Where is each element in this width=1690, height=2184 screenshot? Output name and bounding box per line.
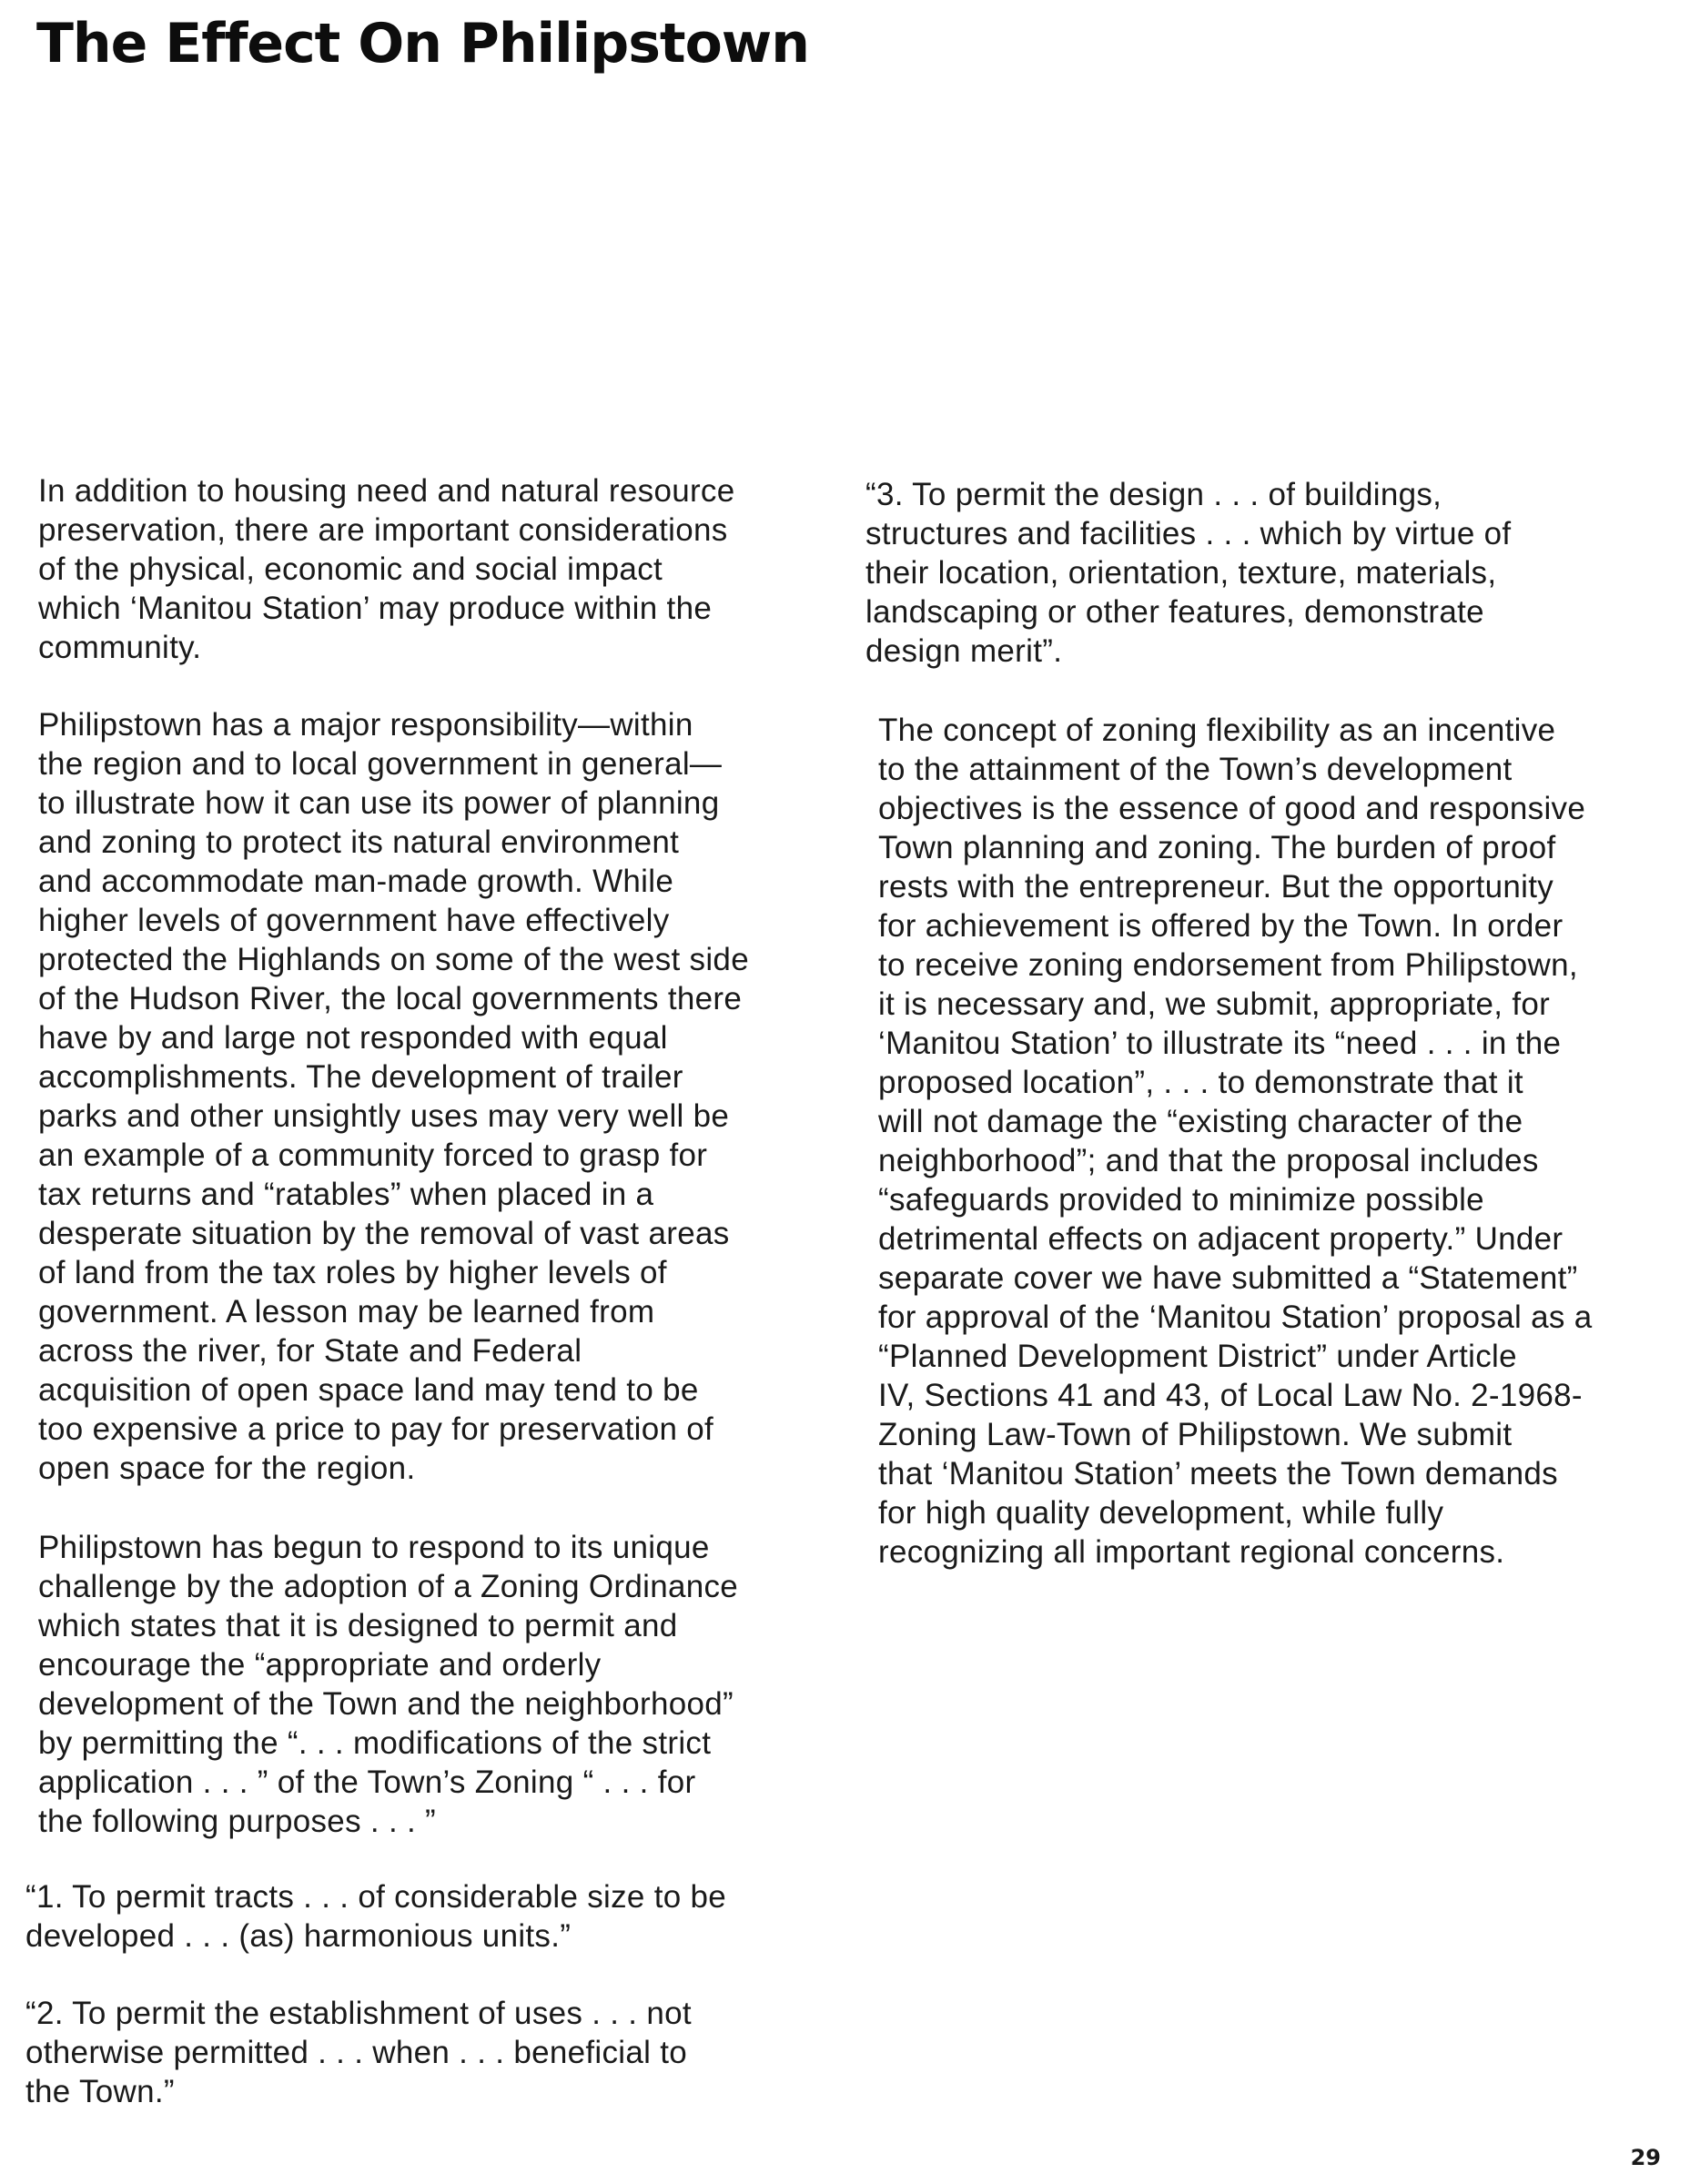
left-column	[25, 471, 830, 2111]
paragraph-zoning-ordinance: Philipstown has begun to respond to its unique challenge by the adoption of a Zoning Ordinance which states that it is designed to permit and encourage the “appropriate and orderly development of the Town and the neighborhood” by permitting the “. . . modifications of the strict application . . . ” of the Town’s Zoning “ . . . for the following purposes . . . ”	[38, 1530, 739, 1839]
paragraph-intro: In addition to housing need and natural resource preservation, there are important considerations of the physical, economic and social impact which ‘Manitou Station’ may produce within the community.	[38, 473, 735, 665]
quote-purpose-1: “1. To permit tracts . . . of considerable size to be developed . . . (as) harmonious units.”	[25, 1879, 727, 1954]
page-title: The Effect On Philipstown	[36, 12, 809, 76]
quote-purpose-3: “3. To permit the design . . . of buildings, structures and facilities . . . which by virtue of their location, orientation, texture, materials, landscaping or other features, demonstrate design merit”.	[865, 477, 1512, 669]
page-number: 29	[1630, 2145, 1661, 2170]
paragraph-responsibility: Philipstown has a major responsibility—within the region and to local government in general— to illustrate how it can use its power of planning and zoning to protect its natural environment and accommodate man-made growth. While higher levels of government have effectively protected the Highlands on some of the west side of the Hudson River, the local governments there have by and large not responded with equal accomplishments. The development of trailer parks and other unsightly uses may very well be an example of a community forced to grasp for tax returns and “ratables” when placed in a desperate situation by the removal of vast areas of land from the tax roles by higher levels of government. A lesson may be learned from across the river, for State and Federal acquisition of open space land may tend to be too expensive a price to pay for preservation of open space for the region.	[38, 707, 749, 1486]
right-column	[865, 475, 1679, 1572]
quote-purpose-2: “2. To permit the establishment of uses . . . not otherwise permitted . . . when . . . beneficial to the Town.”	[25, 1996, 692, 2109]
paragraph-zoning-flexibility: The concept of zoning flexibility as an incentive to the attainment of the Town’s development objectives is the essence of good and responsive Town planning and zoning. The burden of proof rests with the entrepreneur. But the opportunity for achievement is offered by the Town. In order to receive zoning endorsement from Philipstown, it is necessary and, we submit, appropriate, for ‘Manitou Station’ to illustrate its “need . . . in the proposed location”, . . . to demonstrate that it will not damage the “existing character of the neighborhood”; and that the proposal includes “safeguards provided to minimize possible detrimental effects on adjacent property.” Under separate cover we have submitted a “Statement” for approval of the ‘Manitou Station’ proposal as a “Planned Development District” under Article IV, Sections 41 and 43, of Local Law No. 2-1968- Zoning Law-Town of Philipstown. We submit that ‘Manitou Station’ meets the Town demands for high quality development, while fully recognizing all important regional concerns.	[878, 713, 1593, 1570]
